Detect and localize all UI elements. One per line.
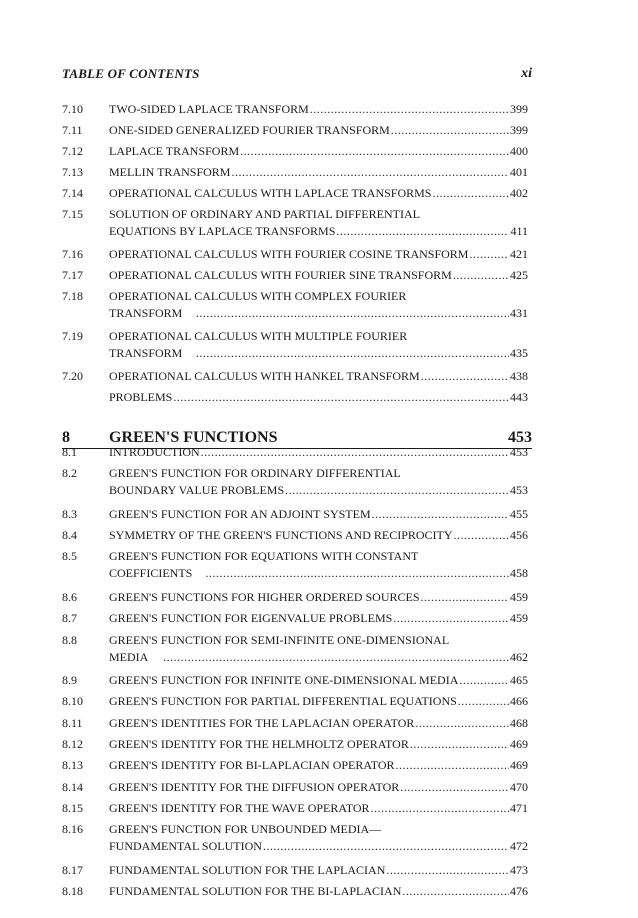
entry-body — [109, 800, 528, 817]
entry-title: GREEN'S IDENTITY FOR BI-LAPLACIAN OPERATOR — [109, 758, 395, 773]
entry-page-number: 401 — [510, 165, 528, 179]
entry-body — [109, 122, 528, 139]
entry-body — [109, 328, 528, 362]
entry-body — [109, 368, 528, 385]
entry-page-number: 453 — [510, 445, 528, 459]
entry-title: GREEN'S FUNCTION FOR EIGENVALUE PROBLEMS — [109, 611, 393, 626]
entry-body — [109, 779, 528, 796]
entry-title: TRANSFORM — [109, 346, 183, 360]
entry-title: OPERATIONAL CALCULUS WITH FOURIER SINE TRANSFORM — [109, 268, 452, 282]
entry-number: 7.20 — [62, 369, 83, 383]
entry-body — [109, 185, 528, 202]
chapter-number: 8 — [62, 429, 70, 446]
entry-number: 8.6 — [62, 589, 77, 604]
entry-number: 8.1 — [62, 445, 77, 459]
entry-body — [109, 288, 528, 322]
entry-body — [109, 693, 528, 710]
entry-title: GREEN'S IDENTITY FOR THE HELMHOLTZ OPERATOR — [109, 736, 409, 751]
entry-body — [109, 672, 528, 689]
entry-number: 7.15 — [62, 207, 83, 221]
entry-number: 8.4 — [62, 528, 77, 543]
entry-number: 8.11 — [62, 715, 83, 730]
entry-body — [109, 883, 528, 900]
entry-page-number: 469 — [510, 758, 528, 773]
entry-page-number: 455 — [510, 506, 528, 521]
leader-dots — [240, 143, 509, 160]
leader-dots — [173, 389, 509, 406]
entry-title: GREEN'S FUNCTIONS FOR HIGHER ORDERED SOURCES — [109, 589, 420, 604]
entry-title: OPERATIONAL CALCULUS WITH COMPLEX FOURIER — [109, 289, 407, 303]
entry-title: SOLUTION OF ORDINARY AND PARTIAL DIFFERENTIAL — [109, 207, 420, 221]
entry-title: GREEN'S IDENTITY FOR THE DIFFUSION OPERATOR — [109, 779, 400, 794]
entry-page-number: 399 — [510, 123, 528, 137]
entry-number: 8.18 — [62, 883, 83, 898]
entry-number: 7.18 — [62, 289, 83, 303]
entry-body — [109, 389, 528, 406]
entry-title: INTRODUCTION — [109, 445, 200, 459]
entry-number: 8.9 — [62, 673, 77, 687]
entry-body — [109, 506, 528, 523]
entry-number: 8.13 — [62, 758, 83, 773]
entry-title: EQUATIONS BY LAPLACE TRANSFORMS — [109, 224, 336, 238]
entry-title: GREEN'S FUNCTION FOR PARTIAL DIFFERENTIAL EQUATIONS — [109, 694, 457, 709]
entry-title: OPERATIONAL CALCULUS WITH MULTIPLE FOURIER — [109, 329, 408, 343]
leader-dots — [459, 672, 509, 689]
entry-title: MEDIA — [109, 649, 149, 664]
entry-title: GREEN'S FUNCTION FOR AN ADJOINT SYSTEM — [109, 506, 371, 521]
leader-dots — [454, 527, 509, 544]
leader-dots — [386, 862, 509, 879]
entry-title: OPERATIONAL CALCULUS WITH FOURIER COSINE TRANSFORM — [109, 247, 469, 261]
leader-dots — [421, 589, 509, 606]
entry-title: TWO-SIDED LAPLACE TRANSFORM — [109, 102, 309, 116]
entry-title: GREEN'S FUNCTION FOR SEMI-INFINITE ONE-DIMENSIONAL — [109, 632, 450, 647]
entry-body — [109, 465, 528, 499]
entry-page-number: 472 — [510, 839, 528, 854]
entry-title: OPERATIONAL CALCULUS WITH HANKEL TRANSFORM — [109, 369, 420, 383]
entry-body — [109, 862, 528, 879]
entry-page-number: 459 — [510, 611, 528, 626]
entry-page-number: 456 — [510, 528, 528, 543]
chapter-page: 453 — [508, 429, 532, 446]
entry-number: 7.12 — [62, 144, 83, 158]
entry-body — [109, 715, 528, 732]
entry-number: 7.16 — [62, 247, 83, 261]
leader-dots — [469, 246, 509, 263]
leader-dots — [163, 649, 509, 666]
header-page-number: xi — [521, 66, 532, 81]
entry-number: 8.7 — [62, 611, 77, 626]
entry-number: 8.16 — [62, 822, 83, 837]
entry-page-number: 425 — [510, 268, 528, 282]
leader-dots — [371, 800, 509, 817]
entry-title: FUNDAMENTAL SOLUTION FOR THE LAPLACIAN — [109, 862, 386, 877]
entry-page-number: 399 — [510, 102, 528, 116]
leader-dots — [400, 779, 509, 796]
page-header — [62, 66, 532, 86]
entry-page-number: 402 — [510, 186, 528, 200]
entry-title: GREEN'S IDENTITIES FOR THE LAPLACIAN OPERATOR — [109, 715, 415, 730]
leader-dots — [196, 345, 509, 362]
entry-title: FUNDAMENTAL SOLUTION FOR THE BI-LAPLACIAN — [109, 883, 402, 898]
chapter-title: GREEN'S FUNCTIONS — [109, 429, 278, 446]
entry-title: GREEN'S FUNCTION FOR UNBOUNDED MEDIA— — [109, 822, 382, 837]
entry-body — [109, 610, 528, 627]
entry-page-number: 431 — [510, 306, 528, 320]
entry-body — [109, 821, 528, 855]
entry-title: PROBLEMS — [109, 390, 173, 404]
entry-page-number: 459 — [510, 589, 528, 604]
entry-page-number: 453 — [510, 483, 528, 498]
entry-body — [109, 589, 528, 606]
entry-number: 8.5 — [62, 549, 77, 564]
entry-number: 7.17 — [62, 268, 83, 282]
entry-title: OPERATIONAL CALCULUS WITH LAPLACE TRANSFORMS — [109, 186, 432, 200]
entry-title: LAPLACE TRANSFORM — [109, 144, 240, 158]
entry-page-number: 462 — [510, 649, 528, 664]
entry-page-number: 458 — [510, 566, 528, 581]
entry-page-number: 435 — [510, 346, 528, 360]
entry-page-number: 411 — [510, 224, 528, 238]
leader-dots — [453, 267, 509, 284]
leader-dots — [415, 715, 509, 732]
entry-number: 8.2 — [62, 466, 77, 481]
entry-number: 8.14 — [62, 779, 83, 794]
leader-dots — [391, 122, 509, 139]
entry-body — [109, 548, 528, 582]
entry-number: 8.10 — [62, 694, 83, 709]
entry-body — [109, 143, 528, 160]
entry-page-number: 400 — [510, 144, 528, 158]
entry-body — [109, 206, 528, 240]
entry-number: 8.3 — [62, 506, 77, 521]
entry-title: GREEN'S FUNCTION FOR ORDINARY DIFFERENTIAL — [109, 466, 401, 481]
entry-title: COEFFICIENTS — [109, 566, 193, 581]
entry-body — [109, 101, 528, 118]
entry-page-number: 466 — [510, 694, 528, 709]
entry-body — [109, 757, 528, 774]
entry-title: TRANSFORM — [109, 306, 183, 320]
entry-title: ONE-SIDED GENERALIZED FOURIER TRANSFORM — [109, 123, 390, 137]
entry-page-number: 438 — [510, 369, 528, 383]
entry-number: 8.17 — [62, 862, 83, 877]
leader-dots — [201, 444, 509, 461]
leader-dots — [393, 610, 509, 627]
entry-title: SYMMETRY OF THE GREEN'S FUNCTIONS AND RECIPROCITY — [109, 528, 453, 543]
entry-page-number: 470 — [510, 779, 528, 794]
entry-number: 8.8 — [62, 632, 77, 647]
entry-page-number: 473 — [510, 862, 528, 877]
entry-title: GREEN'S FUNCTION FOR INFINITE ONE-DIMENSIONAL MEDIA — [109, 673, 459, 687]
entry-number: 7.11 — [62, 123, 83, 137]
leader-dots — [421, 368, 509, 385]
entry-title: GREEN'S IDENTITY FOR THE WAVE OPERATOR — [109, 800, 370, 815]
leader-dots — [402, 883, 509, 900]
entry-title: GREEN'S FUNCTION FOR EQUATIONS WITH CONSTANT — [109, 549, 419, 564]
entry-body — [109, 164, 528, 181]
leader-dots — [410, 736, 509, 753]
entry-number: 7.19 — [62, 329, 83, 343]
entry-body — [109, 444, 528, 461]
entry-body — [109, 736, 528, 753]
leader-dots — [310, 101, 509, 118]
leader-dots — [285, 482, 509, 499]
leader-dots — [432, 185, 509, 202]
entry-body — [109, 267, 528, 284]
entry-number: 8.15 — [62, 800, 83, 815]
leader-dots — [205, 565, 509, 582]
entry-page-number: 469 — [510, 736, 528, 751]
entry-title: BOUNDARY VALUE PROBLEMS — [109, 483, 285, 498]
leader-dots — [458, 693, 509, 710]
leader-dots — [231, 164, 509, 181]
entry-body — [109, 527, 528, 544]
leader-dots — [372, 506, 509, 523]
entry-page-number: 471 — [510, 800, 528, 815]
entry-number: 8.12 — [62, 736, 83, 751]
leader-dots — [336, 223, 509, 240]
header-title: TABLE OF CONTENTS — [62, 66, 200, 81]
leader-dots — [196, 305, 509, 322]
entry-page-number: 476 — [510, 883, 528, 898]
leader-dots — [396, 757, 510, 774]
entry-page-number: 443 — [510, 390, 528, 404]
entry-number: 7.10 — [62, 102, 83, 116]
entry-body — [109, 246, 528, 263]
entry-number: 7.14 — [62, 186, 83, 200]
entry-page-number: 468 — [510, 715, 528, 730]
entry-title: MELLIN TRANSFORM — [109, 165, 231, 179]
leader-dots — [263, 838, 509, 855]
entry-page-number: 465 — [510, 673, 528, 687]
entry-title: FUNDAMENTAL SOLUTION — [109, 839, 262, 854]
entry-page-number: 421 — [510, 247, 528, 261]
entry-body — [109, 632, 528, 666]
entry-number: 7.13 — [62, 165, 83, 179]
